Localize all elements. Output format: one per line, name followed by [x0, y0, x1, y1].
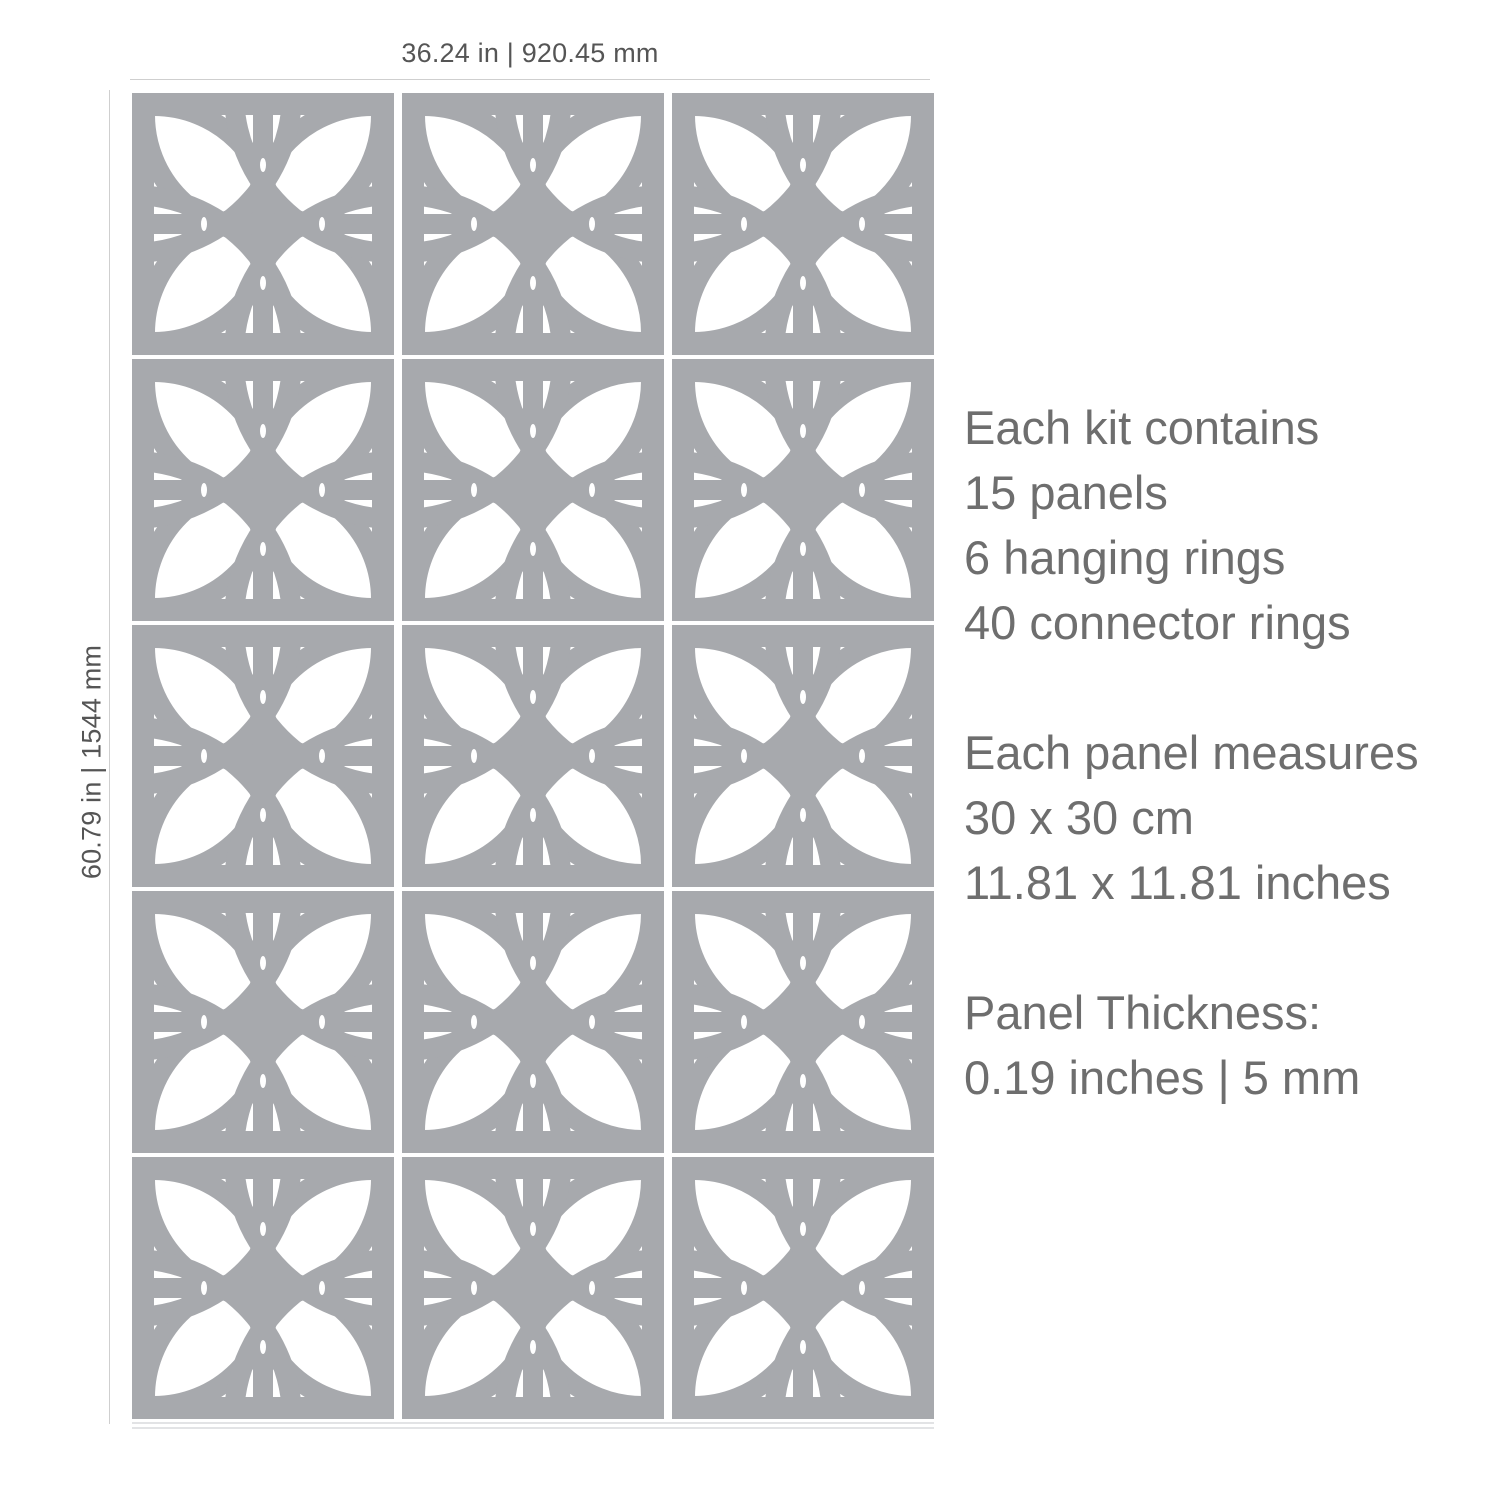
- thickness-value: 0.19 inches | 5 mm: [964, 1051, 1361, 1104]
- width-dimension-label: 36.24 in | 920.45 mm: [401, 38, 659, 68]
- height-dimension-label: 60.79 in | 1544 mm: [76, 644, 107, 880]
- lattice-panel: [402, 1157, 664, 1419]
- measure-heading: Each panel measures: [964, 726, 1419, 779]
- kit-connector-rings: 40 connector rings: [964, 596, 1351, 649]
- lattice-panel: [132, 93, 394, 355]
- lattice-panel: [402, 359, 664, 621]
- lattice-panel: [132, 1157, 394, 1419]
- lattice-panel: [402, 625, 664, 887]
- measure-inches: 11.81 x 11.81 inches: [964, 856, 1391, 909]
- height-dimension-line: [109, 90, 110, 1424]
- lattice-panel: [672, 1157, 934, 1419]
- spacer: [964, 915, 1494, 980]
- lattice-panel: [132, 359, 394, 621]
- bottom-rail: [132, 1422, 934, 1424]
- kit-info: [964, 395, 1494, 1110]
- lattice-panel: [132, 625, 394, 887]
- lattice-panel: [672, 891, 934, 1153]
- lattice-panel: [132, 891, 394, 1153]
- kit-heading: Each kit contains: [964, 401, 1320, 454]
- lattice-panel: [402, 891, 664, 1153]
- width-dimension-line: [130, 79, 930, 80]
- measure-cm: 30 x 30 cm: [964, 791, 1194, 844]
- kit-panels: 15 panels: [964, 466, 1168, 519]
- spacer: [964, 655, 1494, 720]
- kit-hanging-rings: 6 hanging rings: [964, 531, 1286, 584]
- lattice-panel: [672, 93, 934, 355]
- thickness-heading: Panel Thickness:: [964, 986, 1322, 1039]
- bottom-rail: [132, 1427, 934, 1429]
- lattice-panel: [672, 359, 934, 621]
- lattice-panel: [672, 625, 934, 887]
- lattice-panel: [402, 93, 664, 355]
- panel-grid: [132, 93, 934, 1418]
